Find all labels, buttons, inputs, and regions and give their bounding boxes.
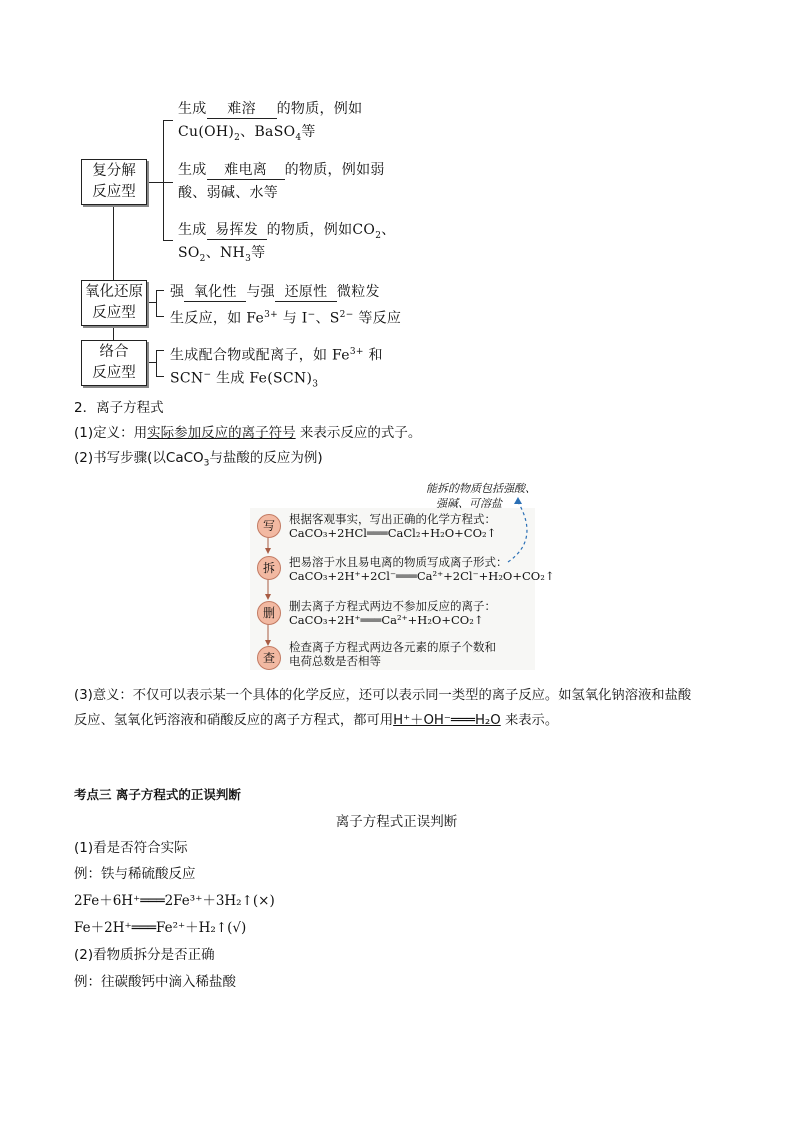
step-delete-text: 删去离子方程式两边不参加反应的离子： CaCO₃+2H⁺═══Ca²⁺+H₂O+CO₂↑ bbox=[289, 599, 496, 627]
branch1-line-a: 生成 难溶 的物质，例如 bbox=[178, 101, 363, 117]
branch1-line-b: 生成 难电离 的物质，例如弱 bbox=[178, 162, 385, 178]
section3-center-heading: 离子方程式正误判断 bbox=[335, 814, 458, 830]
section3-p3: 2Fe＋6H⁺═══2Fe³⁺＋3H₂↑(×) bbox=[74, 893, 275, 909]
brace-1-stem bbox=[146, 182, 164, 183]
step-write-text: 根据客观事实，写出正确的化学方程式： CaCO₃+2HCl═══CaCl₂+H₂O+CO₂↑ bbox=[289, 512, 497, 540]
section3-p5: (2)看物质拆分是否正确 bbox=[74, 947, 215, 963]
brace-3-top bbox=[156, 350, 164, 351]
brace-2-stem bbox=[146, 302, 156, 303]
definition-line: (1)定义：用实际参加反应的离子符号 来表示反应的式子。 bbox=[74, 425, 422, 441]
flow-note: 能拆的物质包括强酸、 强碱、可溶盐 bbox=[426, 482, 536, 510]
branch1-line-b2: 酸、弱碱、水等 bbox=[178, 185, 279, 201]
step-split-icon: 拆 bbox=[257, 556, 281, 580]
brace-2-top bbox=[156, 290, 164, 291]
brace-2-vertical bbox=[156, 290, 157, 316]
section3-p1: (1)看是否符合实际 bbox=[74, 840, 188, 856]
branch1-line-c: 生成 易挥发 的物质，例如$CO_2$、 bbox=[178, 222, 396, 241]
branch1-line-c2: $SO_2$、$NH_3$等 bbox=[178, 245, 266, 264]
section3-p6: 例：往碳酸钙中滴入稀盐酸 bbox=[74, 974, 236, 990]
step-write-icon: 写 bbox=[257, 514, 281, 538]
meaning-line-2: 反应、氢氧化钙溶液和硝酸反应的离子方程式，都可用H⁺＋OH⁻═══H₂O 来表示。 bbox=[74, 713, 559, 728]
brace-1-bot bbox=[163, 240, 173, 241]
step-check-text: 检查离子方程式两边各元素的原子个数和 电荷总数是否相等 bbox=[289, 640, 496, 668]
section2-title: 2．离子方程式 bbox=[74, 400, 164, 416]
step-delete-icon: 删 bbox=[257, 601, 281, 625]
meaning-line-1: (3)意义：不仅可以表示某一个具体的化学反应，还可以表示同一类型的离子反应。如氢氧化钠溶液和盐酸 bbox=[74, 688, 692, 703]
brace-3-vertical bbox=[156, 350, 157, 376]
box-complexation: 络合 反应型 bbox=[81, 340, 147, 386]
brace-1-mid bbox=[163, 182, 173, 183]
branch2-line-2: 生反应，如 $Fe^{3+}$ 与 I−、$S^{2-}$ 等反应 bbox=[170, 310, 402, 327]
branch3-line-1: 生成配合物或配离子，如 $Fe^{3+}$ 和 bbox=[170, 347, 383, 364]
brace-2-bot bbox=[156, 316, 164, 317]
brace-1-vertical bbox=[163, 120, 164, 240]
steps-line: (2)书写步骤(以CaCO$_3$与盐酸的反应为例) bbox=[74, 450, 323, 469]
branch3-line-2: SCN− 生成 $Fe(SCN)_3$ bbox=[170, 370, 319, 390]
branch2-line-1: 强 氧化性 与强 还原性 微粒发 bbox=[170, 284, 380, 300]
brace-3-bot bbox=[156, 376, 164, 377]
branch1-line-a2: $Cu(OH)_2$、BaSO$_4$等 bbox=[178, 124, 316, 143]
box-redox: 氧化还原 反应型 bbox=[81, 280, 147, 326]
brace-1-top bbox=[163, 120, 173, 121]
section3-title: 考点三 离子方程式的正误判断 bbox=[74, 787, 241, 802]
brace-3-stem bbox=[146, 362, 156, 363]
box-double-displacement: 复分解 反应型 bbox=[81, 159, 147, 205]
section3-p2: 例：铁与稀硫酸反应 bbox=[74, 866, 196, 882]
step-check-icon: 查 bbox=[257, 646, 281, 670]
section3-p4: Fe＋2H⁺═══Fe²⁺＋H₂↑(√) bbox=[74, 920, 247, 936]
step-split-text: 把易溶于水且易电离的物质写成离子形式： CaCO₃+2H⁺+2Cl⁻═══Ca²⁺+2Cl⁻+H₂O+CO₂↑ bbox=[289, 555, 555, 583]
